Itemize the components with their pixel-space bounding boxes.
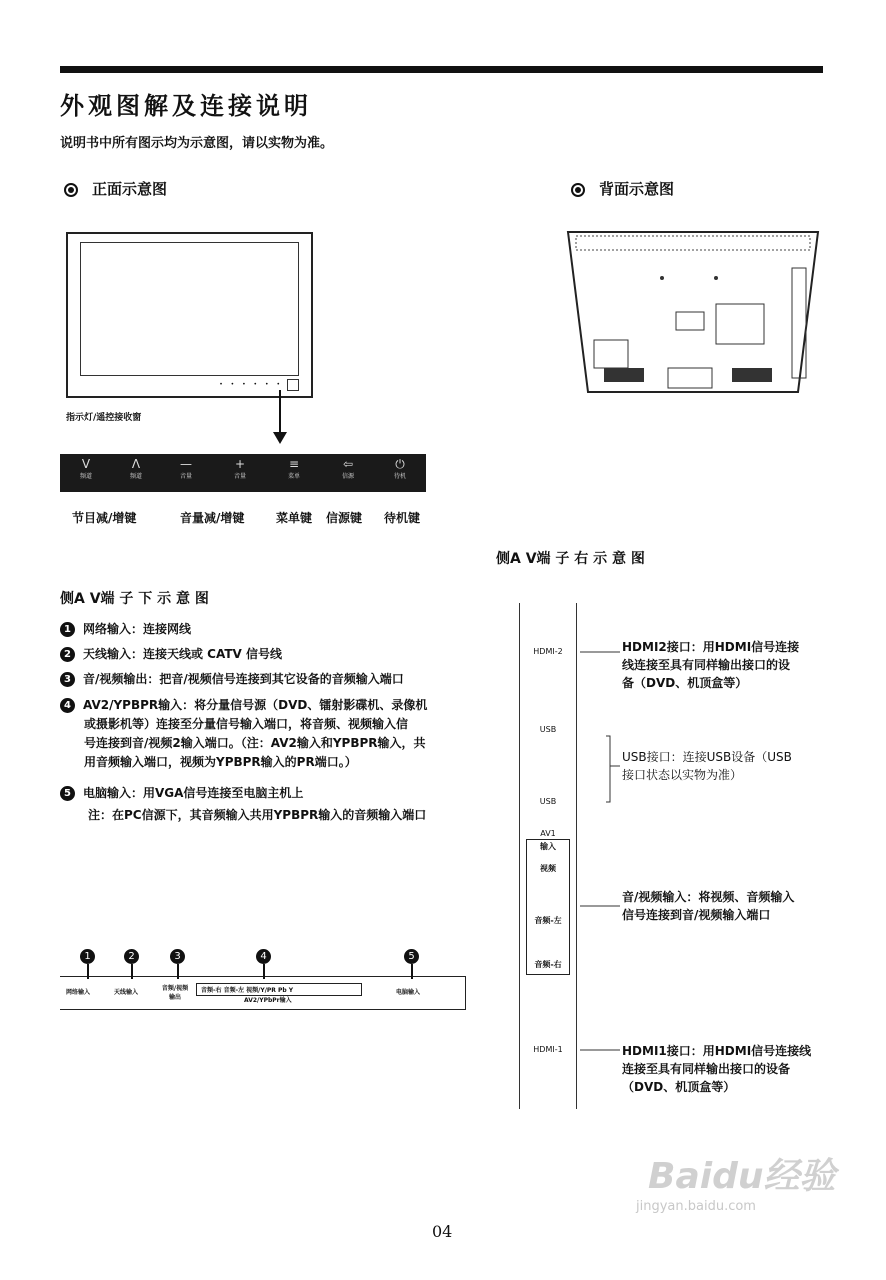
standby-key[interactable]: ⏻ 待机 bbox=[393, 457, 406, 480]
port-hdmi2: HDMI-2 bbox=[533, 647, 563, 656]
desc-hdmi1: HDMI1接口：用HDMI信号连接线 连接至具有同样输出接口的设备 （DVD、机顶盒等） bbox=[622, 1044, 812, 1094]
channel-up-key[interactable]: Λ 频道 bbox=[129, 457, 142, 480]
key-caption-source: 信源键 bbox=[326, 511, 363, 525]
key-caption-menu: 菜单键 bbox=[276, 511, 313, 525]
tv-screen bbox=[80, 242, 299, 376]
down-arrow-icon bbox=[270, 390, 290, 446]
volume-up-key[interactable]: + 音量 bbox=[233, 457, 246, 480]
desc-hdmi2: HDMI2接口：用HDMI信号连接 线连接至具有同样输出接口的设 备（DVD、机顶盒等） bbox=[622, 640, 800, 690]
back-heading bbox=[571, 178, 674, 199]
page-title: 外观图解及连接说明 bbox=[60, 92, 312, 120]
list-item: 4 AV2/YPBPR输入：将分量信号源（DVD、镭射影碟机、录像机 或摄影机等）连接至分量信号输入端口，将音频、视频输入信 号连接到音/视频2输入端口。（注：AV2输入和YPBPR输入，共 用音频输入端口，视频为YPBPR输入的PR端口。） bbox=[60, 696, 480, 772]
leader-lines bbox=[580, 640, 624, 1060]
list-item: 1 网络输入：连接网线 bbox=[60, 620, 480, 639]
desc-usb: USB接口：连接USB设备（USB 接口状态以实物为准） bbox=[622, 750, 792, 782]
side-av-right-panel bbox=[519, 603, 577, 1109]
tv-front-illustration bbox=[66, 232, 313, 398]
list-item: 5 电脑输入：用VGA信号连接至电脑主机上 bbox=[60, 784, 480, 803]
indicator-label: 指示灯/遥控接收窗 bbox=[66, 413, 142, 423]
side-av-lower-strip: 1 2 3 4 5 网络输入 天线输入 音频/视频输出 音频-右 音频-左 视频/Y/PR Pb Y AV2/YPbPr输入 电脑输入 bbox=[60, 976, 466, 1010]
list-item: 3 音/视频输出：把音/视频信号连接到其它设备的音频输入端口 bbox=[60, 670, 480, 689]
port-usb-2: USB bbox=[539, 797, 557, 806]
pc-note: 注：在PC信源下，其音频输入共用YPBPR输入的音频输入端口 bbox=[88, 808, 427, 822]
port-av1: AV1 bbox=[540, 829, 556, 838]
strip-label-antenna: 天线输入 bbox=[114, 989, 139, 996]
watermark-logo: Baidu经验 bbox=[648, 1156, 836, 1197]
front-heading bbox=[64, 178, 167, 199]
disclaimer-note: 说明书中所有图示均为示意图，请以实物为准。 bbox=[60, 136, 334, 151]
side-av-lower-heading: 侧A V端 子 下 示 意 图 bbox=[60, 591, 209, 607]
bullet-icon bbox=[571, 183, 585, 197]
front-heading-text: 正面示意图 bbox=[92, 180, 168, 198]
strip-label-av-out: 音频/视频输出 bbox=[161, 985, 189, 1001]
back-heading-text: 背面示意图 bbox=[599, 180, 675, 198]
port-video: 视频 bbox=[540, 864, 556, 873]
volume-down-key[interactable]: — 音量 bbox=[179, 457, 192, 480]
channel-down-key[interactable]: V 频道 bbox=[79, 457, 92, 480]
port-audio-left: 音频-左 bbox=[534, 916, 562, 925]
strip-label-av2-ports: 音频-右 音频-左 视频/Y/PR Pb Y bbox=[196, 983, 362, 996]
menu-key[interactable]: ≡ 菜单 bbox=[287, 457, 300, 480]
key-caption-channel: 节目减/增键 bbox=[72, 511, 137, 525]
list-item: 2 天线输入：连接天线或 CATV 信号线 bbox=[60, 645, 480, 664]
key-caption-standby: 待机键 bbox=[384, 511, 421, 525]
strip-label-network: 网络输入 bbox=[66, 989, 91, 996]
watermark-url: jingyan.baidu.com bbox=[636, 1199, 756, 1214]
side-av-right-heading: 侧A V端 子 右 示 意 图 bbox=[496, 551, 645, 567]
strip-label-pc: 电脑输入 bbox=[396, 989, 421, 996]
desc-av: 音/视频输入：将视频、音频输入 信号连接到音/视频输入端口 bbox=[622, 890, 795, 922]
tv-back-illustration bbox=[566, 228, 820, 398]
page-number: 04 bbox=[432, 1222, 453, 1241]
bullet-icon bbox=[64, 183, 78, 197]
key-caption-volume: 音量减/增键 bbox=[180, 511, 245, 525]
panel-buttons-icon: • • • • • • bbox=[219, 381, 283, 388]
port-hdmi1: HDMI-1 bbox=[533, 1045, 563, 1054]
control-key-bar bbox=[60, 454, 426, 492]
strip-label-av2: AV2/YPbPr输入 bbox=[244, 997, 292, 1004]
port-audio-right: 音频-右 bbox=[534, 960, 562, 969]
header-rule bbox=[60, 66, 823, 73]
port-av1-input: 输入 bbox=[540, 842, 556, 851]
av1-box bbox=[526, 839, 570, 975]
port-usb-1: USB bbox=[539, 725, 557, 734]
source-key[interactable]: ⇦ 信源 bbox=[341, 457, 354, 480]
